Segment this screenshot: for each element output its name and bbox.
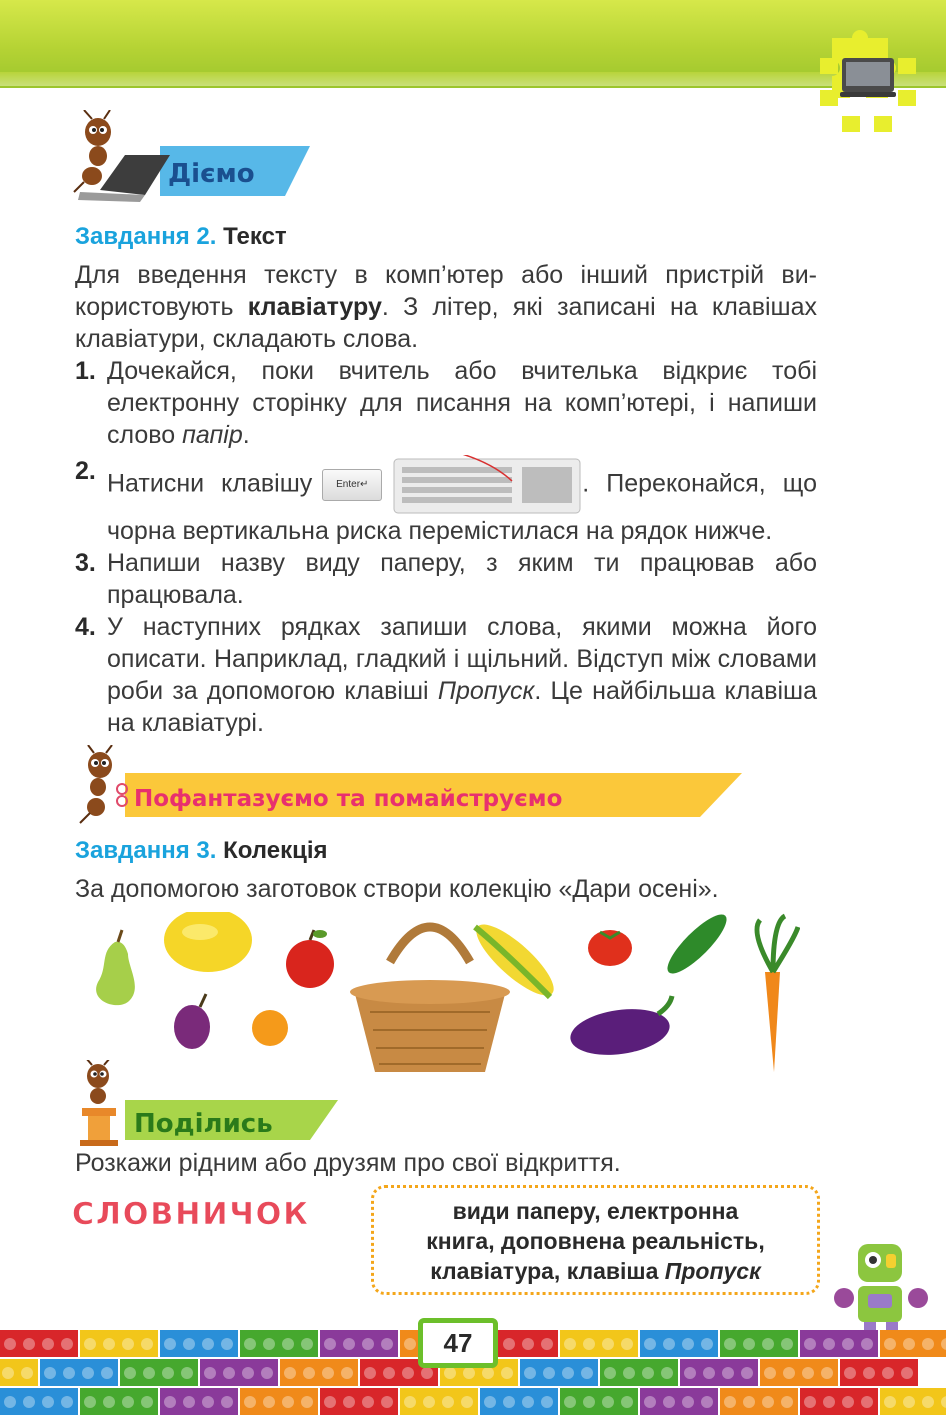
brick-stud bbox=[322, 1367, 334, 1379]
carrot-icon bbox=[757, 916, 798, 1072]
brick-stud bbox=[861, 1396, 873, 1408]
brick-stud bbox=[284, 1367, 296, 1379]
brick-stud bbox=[324, 1338, 336, 1350]
brick-stud bbox=[303, 1367, 315, 1379]
brick-stud bbox=[362, 1338, 374, 1350]
brick-stud bbox=[244, 1396, 256, 1408]
list-item bbox=[75, 455, 817, 547]
brick-stud bbox=[564, 1396, 576, 1408]
ant-at-podium-icon bbox=[80, 1060, 118, 1146]
brick-stud bbox=[61, 1338, 73, 1350]
share-section-banner bbox=[70, 1060, 345, 1150]
brick-stud bbox=[764, 1367, 776, 1379]
computer-monitor-icon bbox=[812, 28, 924, 140]
eggplant-icon bbox=[567, 996, 672, 1061]
fantasy-banner-label: Пофантазуємо та помайструємо bbox=[134, 786, 563, 812]
brick-stud bbox=[2, 1367, 14, 1379]
brick-stud bbox=[364, 1367, 376, 1379]
brick-stud bbox=[604, 1367, 616, 1379]
brick-stud bbox=[164, 1338, 176, 1350]
brick-stud bbox=[541, 1396, 553, 1408]
cucumber-icon bbox=[660, 912, 734, 981]
brick-stud bbox=[482, 1367, 494, 1379]
brick-stud bbox=[42, 1396, 54, 1408]
brick-stud bbox=[44, 1367, 56, 1379]
step-text: Напиши назву виду паперу, з яким ти працював або працювала. bbox=[107, 549, 817, 609]
brick-stud bbox=[343, 1396, 355, 1408]
act-section-banner bbox=[70, 110, 320, 205]
task2-intro-keyword: клавіатуру bbox=[247, 293, 382, 321]
brick-stud bbox=[583, 1396, 595, 1408]
step-number: 2. bbox=[75, 457, 96, 485]
brick-stud bbox=[181, 1367, 193, 1379]
brick-stud bbox=[101, 1367, 113, 1379]
brick-stud bbox=[762, 1338, 774, 1350]
glossary-line bbox=[374, 1256, 817, 1286]
brick-stud bbox=[621, 1338, 633, 1350]
brick-stud bbox=[122, 1396, 134, 1408]
brick-stud bbox=[124, 1367, 136, 1379]
brick-stud bbox=[564, 1338, 576, 1350]
brick-stud bbox=[623, 1367, 635, 1379]
ant-with-scissors-icon bbox=[80, 745, 127, 823]
brick-stud bbox=[922, 1338, 934, 1350]
brick-stud bbox=[781, 1338, 793, 1350]
brick-stud bbox=[402, 1367, 414, 1379]
glossary-heading-text: СЛОВНИЧОК bbox=[72, 1197, 310, 1232]
brick-stud bbox=[663, 1338, 675, 1350]
brick-stud bbox=[63, 1367, 75, 1379]
fantasy-section-banner bbox=[70, 745, 750, 825]
brick-stud bbox=[903, 1396, 915, 1408]
list-item bbox=[75, 611, 817, 739]
brick-stud bbox=[644, 1396, 656, 1408]
brick-stud bbox=[444, 1367, 456, 1379]
brick-stud bbox=[682, 1396, 694, 1408]
brick-stud bbox=[804, 1338, 816, 1350]
brick-stud bbox=[263, 1338, 275, 1350]
brick-stud bbox=[164, 1396, 176, 1408]
step-number: 1. bbox=[75, 357, 96, 385]
brick-stud bbox=[282, 1396, 294, 1408]
step-number: 3. bbox=[75, 549, 96, 577]
brick-stud bbox=[842, 1338, 854, 1350]
plum-icon bbox=[174, 994, 210, 1049]
brick-stud bbox=[724, 1396, 736, 1408]
brick-stud bbox=[762, 1396, 774, 1408]
list-item bbox=[75, 547, 817, 611]
brick-stud bbox=[541, 1338, 553, 1350]
brick-stud bbox=[823, 1396, 835, 1408]
step-emphasis: папір bbox=[182, 421, 243, 449]
task3-heading bbox=[75, 837, 328, 865]
brick-stud bbox=[602, 1396, 614, 1408]
brick-stud bbox=[724, 1338, 736, 1350]
share-banner-label: Поділись bbox=[134, 1109, 273, 1139]
brick-stud bbox=[244, 1338, 256, 1350]
task3-title: Колекція bbox=[223, 837, 328, 864]
list-item bbox=[75, 355, 817, 451]
task2-steps bbox=[75, 355, 817, 739]
brick-stud bbox=[282, 1338, 294, 1350]
brick-stud bbox=[204, 1367, 216, 1379]
brick-stud bbox=[4, 1338, 16, 1350]
melon-icon bbox=[164, 912, 252, 972]
apricot-icon bbox=[252, 1010, 288, 1046]
brick-stud bbox=[701, 1338, 713, 1350]
brick-stud bbox=[882, 1367, 894, 1379]
autumn-produce-illustration bbox=[80, 912, 800, 1077]
brick-stud bbox=[741, 1367, 753, 1379]
glossary-terms bbox=[374, 1196, 817, 1286]
brick-stud bbox=[383, 1367, 395, 1379]
brick-stud bbox=[522, 1396, 534, 1408]
brick-stud bbox=[842, 1396, 854, 1408]
brick-stud bbox=[524, 1367, 536, 1379]
ant-with-laptop-icon bbox=[74, 110, 170, 202]
brick-stud bbox=[4, 1396, 16, 1408]
brick-stud bbox=[261, 1367, 273, 1379]
brick-stud bbox=[421, 1367, 433, 1379]
brick-stud bbox=[503, 1338, 515, 1350]
step-number: 4. bbox=[75, 613, 96, 641]
keyboard-icon bbox=[392, 455, 582, 515]
brick-stud bbox=[221, 1338, 233, 1350]
task2-title: Текст bbox=[223, 223, 287, 250]
brick-stud bbox=[404, 1338, 416, 1350]
brick-stud bbox=[663, 1396, 675, 1408]
page-number: 47 bbox=[418, 1318, 498, 1368]
brick-stud bbox=[343, 1338, 355, 1350]
brick-stud bbox=[103, 1338, 115, 1350]
brick-stud bbox=[84, 1396, 96, 1408]
tomato-icon bbox=[588, 930, 632, 966]
brick-stud bbox=[242, 1367, 254, 1379]
brick-stud bbox=[823, 1338, 835, 1350]
brick-stud bbox=[522, 1338, 534, 1350]
brick-stud bbox=[82, 1367, 94, 1379]
apple-icon bbox=[286, 930, 334, 988]
brick-stud bbox=[84, 1338, 96, 1350]
share-text: Розкажи рідним або друзям про свої відкриття. bbox=[75, 1149, 621, 1177]
brick-stud bbox=[621, 1396, 633, 1408]
brick-stud bbox=[804, 1396, 816, 1408]
brick-stud bbox=[543, 1367, 555, 1379]
robot-mascot-icon bbox=[828, 1238, 938, 1338]
brick-stud bbox=[661, 1367, 673, 1379]
act-banner-label: Діємо bbox=[168, 159, 255, 189]
brick-stud bbox=[42, 1338, 54, 1350]
brick-stud bbox=[583, 1338, 595, 1350]
brick-stud bbox=[141, 1396, 153, 1408]
brick-stud bbox=[162, 1367, 174, 1379]
brick-stud bbox=[183, 1338, 195, 1350]
brick-stud bbox=[922, 1396, 934, 1408]
glossary-line: види паперу, електронна bbox=[452, 1198, 739, 1224]
brick-stud bbox=[562, 1367, 574, 1379]
brick-stud bbox=[223, 1367, 235, 1379]
brick-stud bbox=[404, 1396, 416, 1408]
brick-stud bbox=[324, 1396, 336, 1408]
brick-stud bbox=[781, 1396, 793, 1408]
task2-label: Завдання 2. bbox=[75, 223, 217, 250]
brick-stud bbox=[381, 1396, 393, 1408]
brick-stud bbox=[844, 1367, 856, 1379]
task2-intro bbox=[75, 259, 817, 355]
brick-stud bbox=[103, 1396, 115, 1408]
brick-stud bbox=[821, 1367, 833, 1379]
task3-text: За допомогою заготовок створи колекцію «Дари осені». bbox=[75, 875, 719, 903]
glossary-line-emphasis: Пропуск bbox=[664, 1258, 761, 1284]
brick-stud bbox=[21, 1367, 33, 1379]
brick-stud bbox=[461, 1396, 473, 1408]
brick-stud bbox=[484, 1396, 496, 1408]
brick-stud bbox=[23, 1396, 35, 1408]
task3-label: Завдання 3. bbox=[75, 837, 217, 864]
brick-stud bbox=[743, 1338, 755, 1350]
brick-stud bbox=[362, 1396, 374, 1408]
brick-stud bbox=[442, 1396, 454, 1408]
brick-stud bbox=[503, 1396, 515, 1408]
brick-stud bbox=[341, 1367, 353, 1379]
brick-stud bbox=[901, 1367, 913, 1379]
brick-stud bbox=[202, 1396, 214, 1408]
enter-key-icon: Enter↵ bbox=[322, 469, 382, 501]
task2-intro-text-2: . З літер, які записані на клавішах клавіатури, складають слова. bbox=[75, 293, 817, 353]
brick-stud bbox=[202, 1338, 214, 1350]
glossary-heading bbox=[72, 1192, 352, 1232]
brick-stud bbox=[743, 1396, 755, 1408]
pear-icon bbox=[96, 930, 135, 1005]
step-text: Натисни клавішу bbox=[107, 469, 313, 498]
task2-intro-text-1: Для введення тексту в комп’ютер або інший пристрій використовують bbox=[75, 261, 817, 321]
brick-stud bbox=[903, 1338, 915, 1350]
brick-stud bbox=[381, 1338, 393, 1350]
step-text-end: . bbox=[242, 421, 250, 449]
glossary-line: книга, доповнена реальність, bbox=[426, 1228, 765, 1254]
brick-stud bbox=[301, 1396, 313, 1408]
brick-stud bbox=[501, 1367, 513, 1379]
brick-stud bbox=[682, 1338, 694, 1350]
brick-stud bbox=[802, 1367, 814, 1379]
brick-stud bbox=[684, 1367, 696, 1379]
task2-heading bbox=[75, 223, 287, 251]
brick-stud bbox=[703, 1367, 715, 1379]
step-text: Дочекайся, поки вчитель або вчителька відкриє тобі електронну сторінку для писання на комп’ютері, і напиши слово bbox=[107, 357, 817, 449]
step-text: У наступних рядках запиши слова, якими можна його описати. Наприклад, гладкий і щільний. Відступ між словами роби за допомогою клавіші bbox=[107, 613, 817, 705]
top-header-bar-edge bbox=[0, 72, 946, 86]
step-text-end: . Переконайся, що чорна вертикальна риска перемістилася на рядок нижче. bbox=[107, 469, 817, 545]
step-text-end: . Це найбільша клавіша на клавіатурі. bbox=[107, 677, 817, 737]
brick-stud bbox=[301, 1338, 313, 1350]
step-emphasis: Пропуск bbox=[437, 677, 535, 705]
brick-stud bbox=[642, 1367, 654, 1379]
brick-stud bbox=[783, 1367, 795, 1379]
brick-stud bbox=[884, 1396, 896, 1408]
brick-stud bbox=[221, 1396, 233, 1408]
brick-stud bbox=[23, 1338, 35, 1350]
brick-stud bbox=[701, 1396, 713, 1408]
brick-stud bbox=[263, 1396, 275, 1408]
brick-stud bbox=[143, 1367, 155, 1379]
brick-stud bbox=[463, 1367, 475, 1379]
brick-stud bbox=[863, 1367, 875, 1379]
brick-stud bbox=[61, 1396, 73, 1408]
glossary-box bbox=[371, 1185, 820, 1295]
brick-stud bbox=[183, 1396, 195, 1408]
brick-stud bbox=[644, 1338, 656, 1350]
brick-stud bbox=[602, 1338, 614, 1350]
brick-stud bbox=[722, 1367, 734, 1379]
brick-stud bbox=[423, 1396, 435, 1408]
brick-stud bbox=[122, 1338, 134, 1350]
brick-stud bbox=[581, 1367, 593, 1379]
brick-stud bbox=[141, 1338, 153, 1350]
glossary-line-text: клавіатура, клавіша bbox=[430, 1258, 665, 1284]
brick-stud bbox=[861, 1338, 873, 1350]
brick-stud bbox=[884, 1338, 896, 1350]
